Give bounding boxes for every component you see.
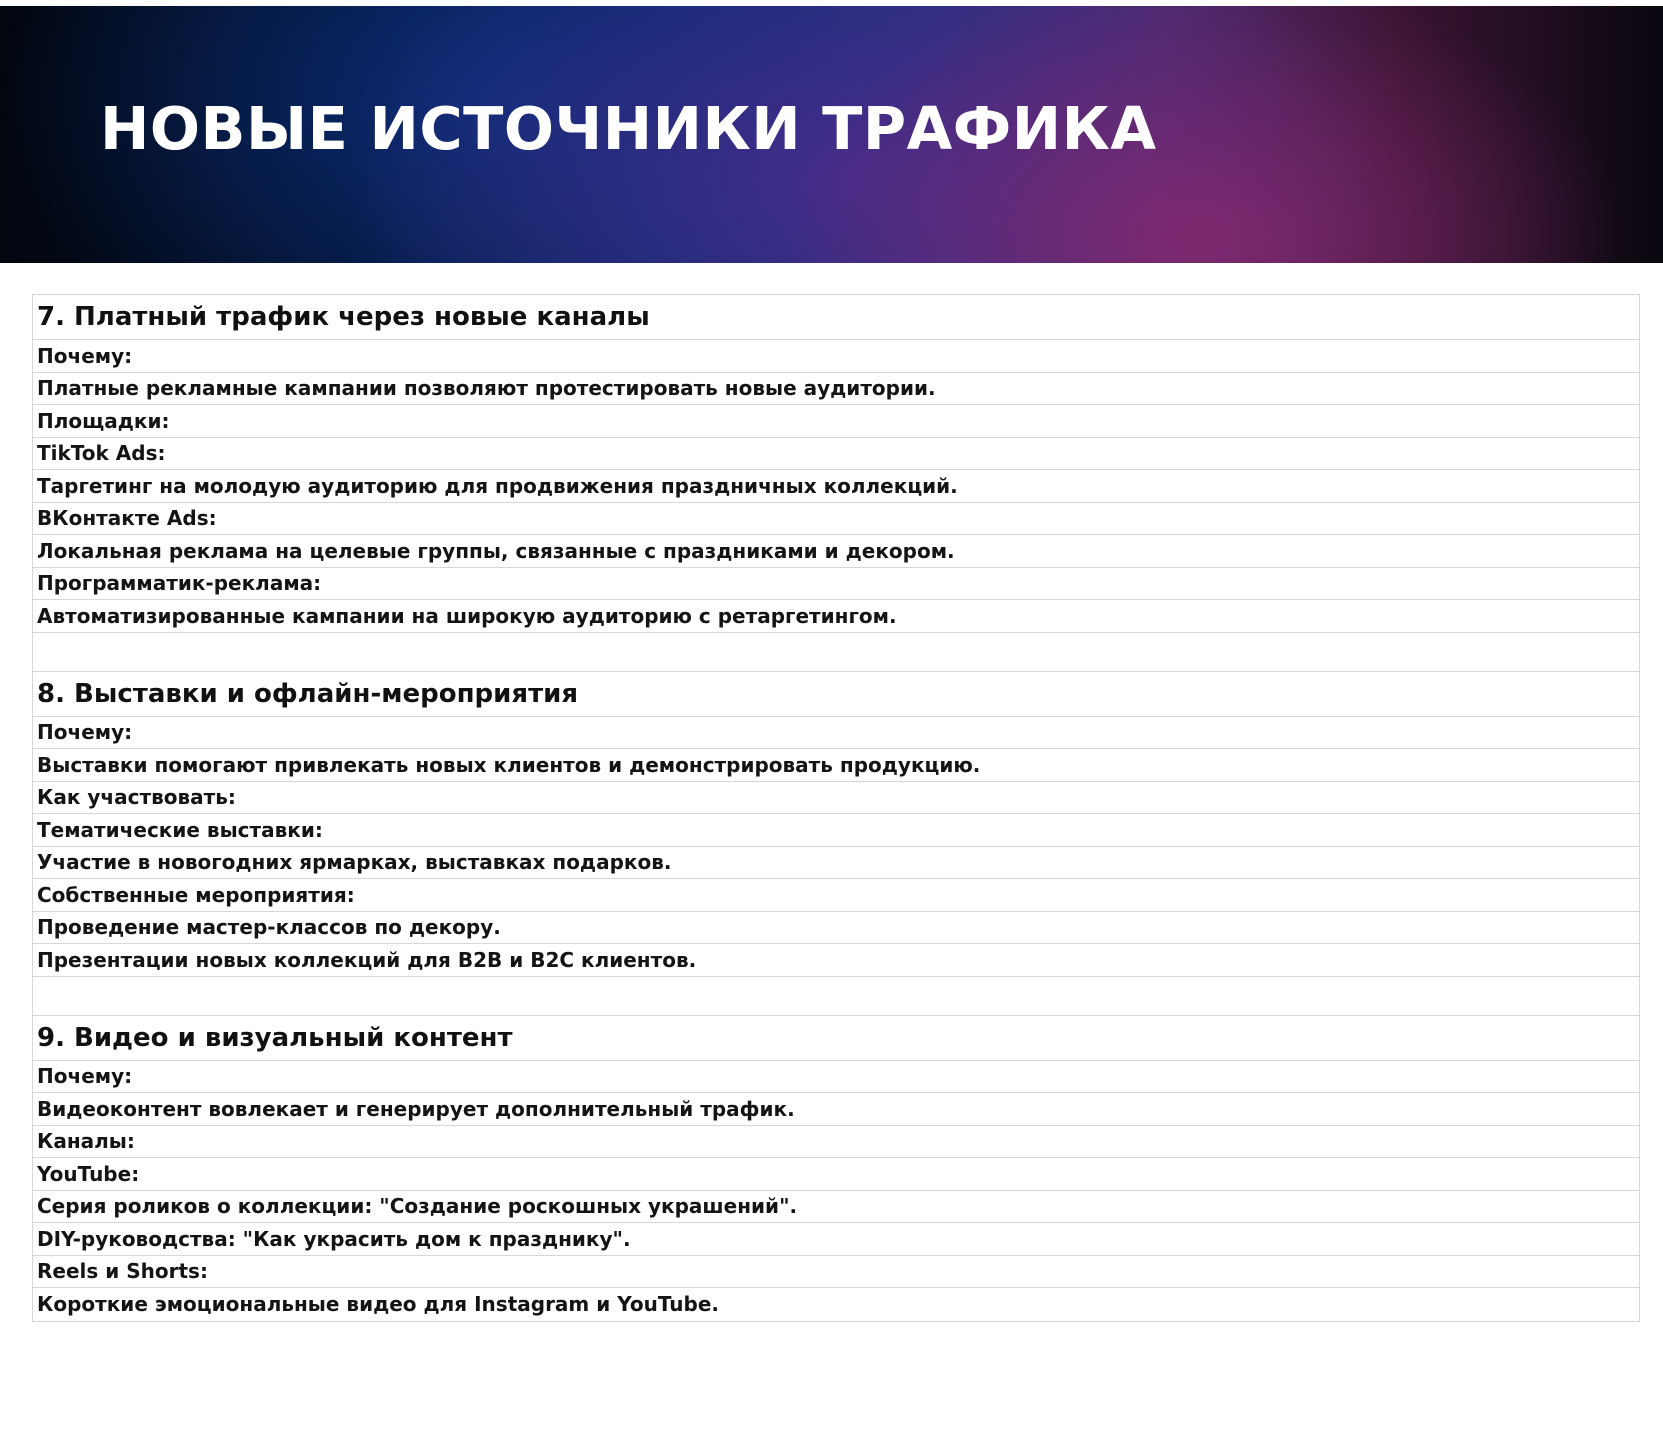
table-row: Платные рекламные кампании позволяют протестировать новые аудитории. xyxy=(33,373,1639,406)
table-row: Автоматизированные кампании на широкую аудиторию с ретаргетингом. xyxy=(33,600,1639,633)
table-row: Каналы: xyxy=(33,1126,1639,1159)
table-row: Участие в новогодних ярмарках, выставках подарков. xyxy=(33,847,1639,880)
table-row: Почему: xyxy=(33,717,1639,750)
header-banner xyxy=(0,6,1663,263)
table-row: Собственные мероприятия: xyxy=(33,879,1639,912)
table-row: Почему: xyxy=(33,340,1639,373)
section-heading: 7. Платный трафик через новые каналы xyxy=(33,295,1639,340)
page-title: НОВЫЕ ИСТОЧНИКИ ТРАФИКА xyxy=(100,94,1157,163)
table-row: YouTube: xyxy=(33,1158,1639,1191)
table-row: Reels и Shorts: xyxy=(33,1256,1639,1289)
table-row: Серия роликов о коллекции: "Создание роскошных украшений". xyxy=(33,1191,1639,1224)
table-row: Презентации новых коллекций для B2B и B2C клиентов. xyxy=(33,944,1639,977)
section-heading: 8. Выставки и офлайн-мероприятия xyxy=(33,672,1639,717)
table-row: Как участвовать: xyxy=(33,782,1639,815)
table-row: Короткие эмоциональные видео для Instagram и YouTube. xyxy=(37,1292,719,1317)
table-row: Площадки: xyxy=(33,405,1639,438)
table-row: Почему: xyxy=(33,1061,1639,1094)
table-row: Таргетинг на молодую аудиторию для продвижения праздничных коллекций. xyxy=(33,470,1639,503)
section-heading: 9. Видео и визуальный контент xyxy=(33,1016,1639,1061)
table-row: ВКонтакте Ads: xyxy=(33,503,1639,536)
content-table xyxy=(32,294,1640,1322)
table-row: DIY-руководства: "Как украсить дом к празднику". xyxy=(33,1223,1639,1256)
empty-row xyxy=(33,633,1639,672)
table-row: Программатик-реклама: xyxy=(33,568,1639,601)
table-row: Локальная реклама на целевые группы, связанные с праздниками и декором. xyxy=(33,535,1639,568)
empty-row xyxy=(33,977,1639,1016)
table-row: Выставки помогают привлекать новых клиентов и демонстрировать продукцию. xyxy=(33,749,1639,782)
table-row: TikTok Ads: xyxy=(33,438,1639,471)
table-row: Видеоконтент вовлекает и генерирует дополнительный трафик. xyxy=(33,1093,1639,1126)
table-row: Проведение мастер-классов по декору. xyxy=(33,912,1639,945)
table-row: Тематические выставки: xyxy=(33,814,1639,847)
